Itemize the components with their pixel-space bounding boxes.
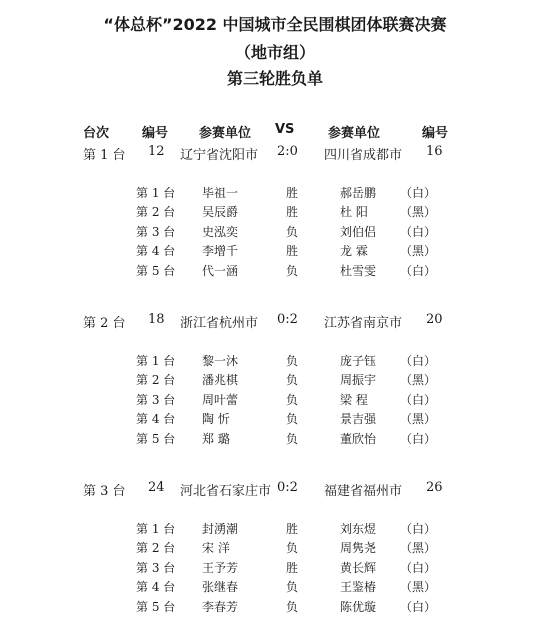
match-team-b: 江苏省南京市 — [324, 316, 403, 331]
game-board: 第 5 台 — [136, 263, 176, 278]
match-team-a: 浙江省杭州市 — [180, 316, 259, 331]
match-team-b: 四川省成都市 — [324, 148, 403, 163]
game-board: 第 4 台 — [136, 244, 176, 259]
game-player-a: 李增千 — [202, 244, 239, 259]
game-color: （白） — [400, 522, 437, 536]
game-color: （黑） — [400, 580, 437, 595]
match-number-a: 18 — [148, 312, 165, 327]
game-player-b: 周振宇 — [340, 373, 377, 388]
match-score: 0:2 — [277, 480, 298, 495]
game-board: 第 5 台 — [136, 599, 176, 614]
match-number-b: 20 — [426, 312, 443, 327]
match-number-b: 16 — [426, 144, 443, 159]
game-result: 胜 — [286, 205, 299, 220]
match-team-b: 福建省福州市 — [324, 484, 403, 499]
game-player-b: 黄长辉 — [340, 560, 377, 575]
game-result: 负 — [286, 224, 299, 239]
match-number-b: 26 — [426, 480, 443, 495]
match-number-a: 12 — [148, 144, 165, 159]
game-board: 第 1 台 — [136, 186, 176, 200]
game-player-b: 龙 霖 — [340, 244, 368, 259]
game-board: 第 4 台 — [136, 580, 176, 595]
game-board: 第 5 台 — [136, 431, 176, 446]
game-color: （黑） — [400, 412, 437, 427]
game-color: （白） — [400, 263, 437, 278]
game-board: 第 2 台 — [136, 373, 176, 388]
game-result: 胜 — [286, 244, 299, 259]
game-player-b: 董欣怡 — [340, 431, 377, 446]
game-player-b: 郝岳鹏 — [340, 186, 377, 200]
game-color: （白） — [400, 224, 437, 239]
game-player-a: 李春芳 — [202, 599, 239, 614]
game-player-b: 陈优璇 — [340, 599, 377, 614]
match-board: 第 3 台 — [83, 484, 126, 499]
match-score: 2:0 — [277, 144, 298, 159]
game-board: 第 2 台 — [136, 541, 176, 556]
game-board: 第 1 台 — [136, 354, 176, 368]
header-number-a: 编号 — [142, 126, 169, 141]
game-board: 第 1 台 — [136, 522, 176, 536]
game-player-a: 封湧潮 — [202, 522, 239, 536]
game-result: 胜 — [286, 186, 299, 200]
game-player-a: 黎一沐 — [202, 354, 239, 368]
header-board: 台次 — [83, 126, 110, 141]
game-result: 胜 — [286, 560, 299, 575]
game-player-a: 郑 璐 — [202, 431, 230, 446]
game-result: 负 — [286, 541, 299, 556]
game-result: 负 — [286, 373, 299, 388]
game-player-a: 陶 忻 — [202, 412, 230, 427]
game-board: 第 3 台 — [136, 224, 176, 239]
game-color: （白） — [400, 560, 437, 575]
game-player-b: 庞子钰 — [340, 354, 377, 368]
game-color: （白） — [400, 392, 437, 407]
game-player-b: 刘东煜 — [340, 522, 377, 536]
game-result: 负 — [286, 580, 299, 595]
game-player-a: 周叶蕾 — [202, 392, 239, 407]
game-result: 负 — [286, 431, 299, 446]
match-board: 第 1 台 — [83, 148, 126, 163]
game-color: （白） — [400, 354, 437, 368]
game-player-a: 代一涵 — [202, 263, 239, 278]
game-board: 第 4 台 — [136, 412, 176, 427]
header-team-b: 参赛单位 — [328, 126, 381, 141]
match-number-a: 24 — [148, 480, 165, 495]
game-player-b: 周隽尧 — [340, 541, 377, 556]
match-team-a: 辽宁省沈阳市 — [180, 148, 259, 163]
game-result: 胜 — [286, 522, 299, 536]
match-team-a: 河北省石家庄市 — [180, 484, 272, 499]
game-color: （黑） — [400, 244, 437, 259]
match-board: 第 2 台 — [83, 316, 126, 331]
game-color: （黑） — [400, 373, 437, 388]
game-player-b: 杜 阳 — [340, 205, 368, 220]
game-color: （黑） — [400, 541, 437, 556]
document-title: “体总杯”2022 中国城市全民围棋团体联赛决赛 — [103, 15, 447, 34]
game-result: 负 — [286, 599, 299, 614]
game-player-a: 史泓奕 — [202, 224, 239, 239]
game-color: （白） — [400, 186, 437, 200]
game-result: 负 — [286, 412, 299, 427]
game-result: 负 — [286, 392, 299, 407]
game-color: （黑） — [400, 205, 437, 220]
game-player-b: 杜雪雯 — [340, 263, 377, 278]
game-board: 第 3 台 — [136, 560, 176, 575]
game-player-b: 景吉强 — [340, 412, 377, 427]
game-result: 负 — [286, 354, 299, 368]
header-team-a: 参赛单位 — [199, 126, 252, 141]
game-player-a: 毕祖一 — [202, 186, 239, 200]
document-subtitle-group: （地市组） — [234, 43, 315, 62]
game-player-a: 吴辰爵 — [202, 205, 239, 220]
game-player-a: 张继春 — [202, 580, 239, 595]
game-player-b: 梁 程 — [340, 392, 368, 407]
game-board: 第 3 台 — [136, 392, 176, 407]
game-player-a: 宋 洋 — [202, 541, 230, 556]
game-board: 第 2 台 — [136, 205, 176, 220]
game-color: （白） — [400, 431, 437, 446]
header-vs: VS — [275, 122, 295, 137]
game-color: （白） — [400, 599, 437, 614]
game-player-a: 潘兆棋 — [202, 373, 239, 388]
match-score: 0:2 — [277, 312, 298, 327]
header-number-b: 编号 — [422, 126, 449, 141]
game-player-b: 王鉴椿 — [340, 580, 377, 595]
game-result: 负 — [286, 263, 299, 278]
document-subtitle-round: 第三轮胜负单 — [226, 69, 323, 88]
game-player-b: 刘伯侣 — [340, 224, 377, 239]
game-player-a: 王予芳 — [202, 560, 239, 575]
